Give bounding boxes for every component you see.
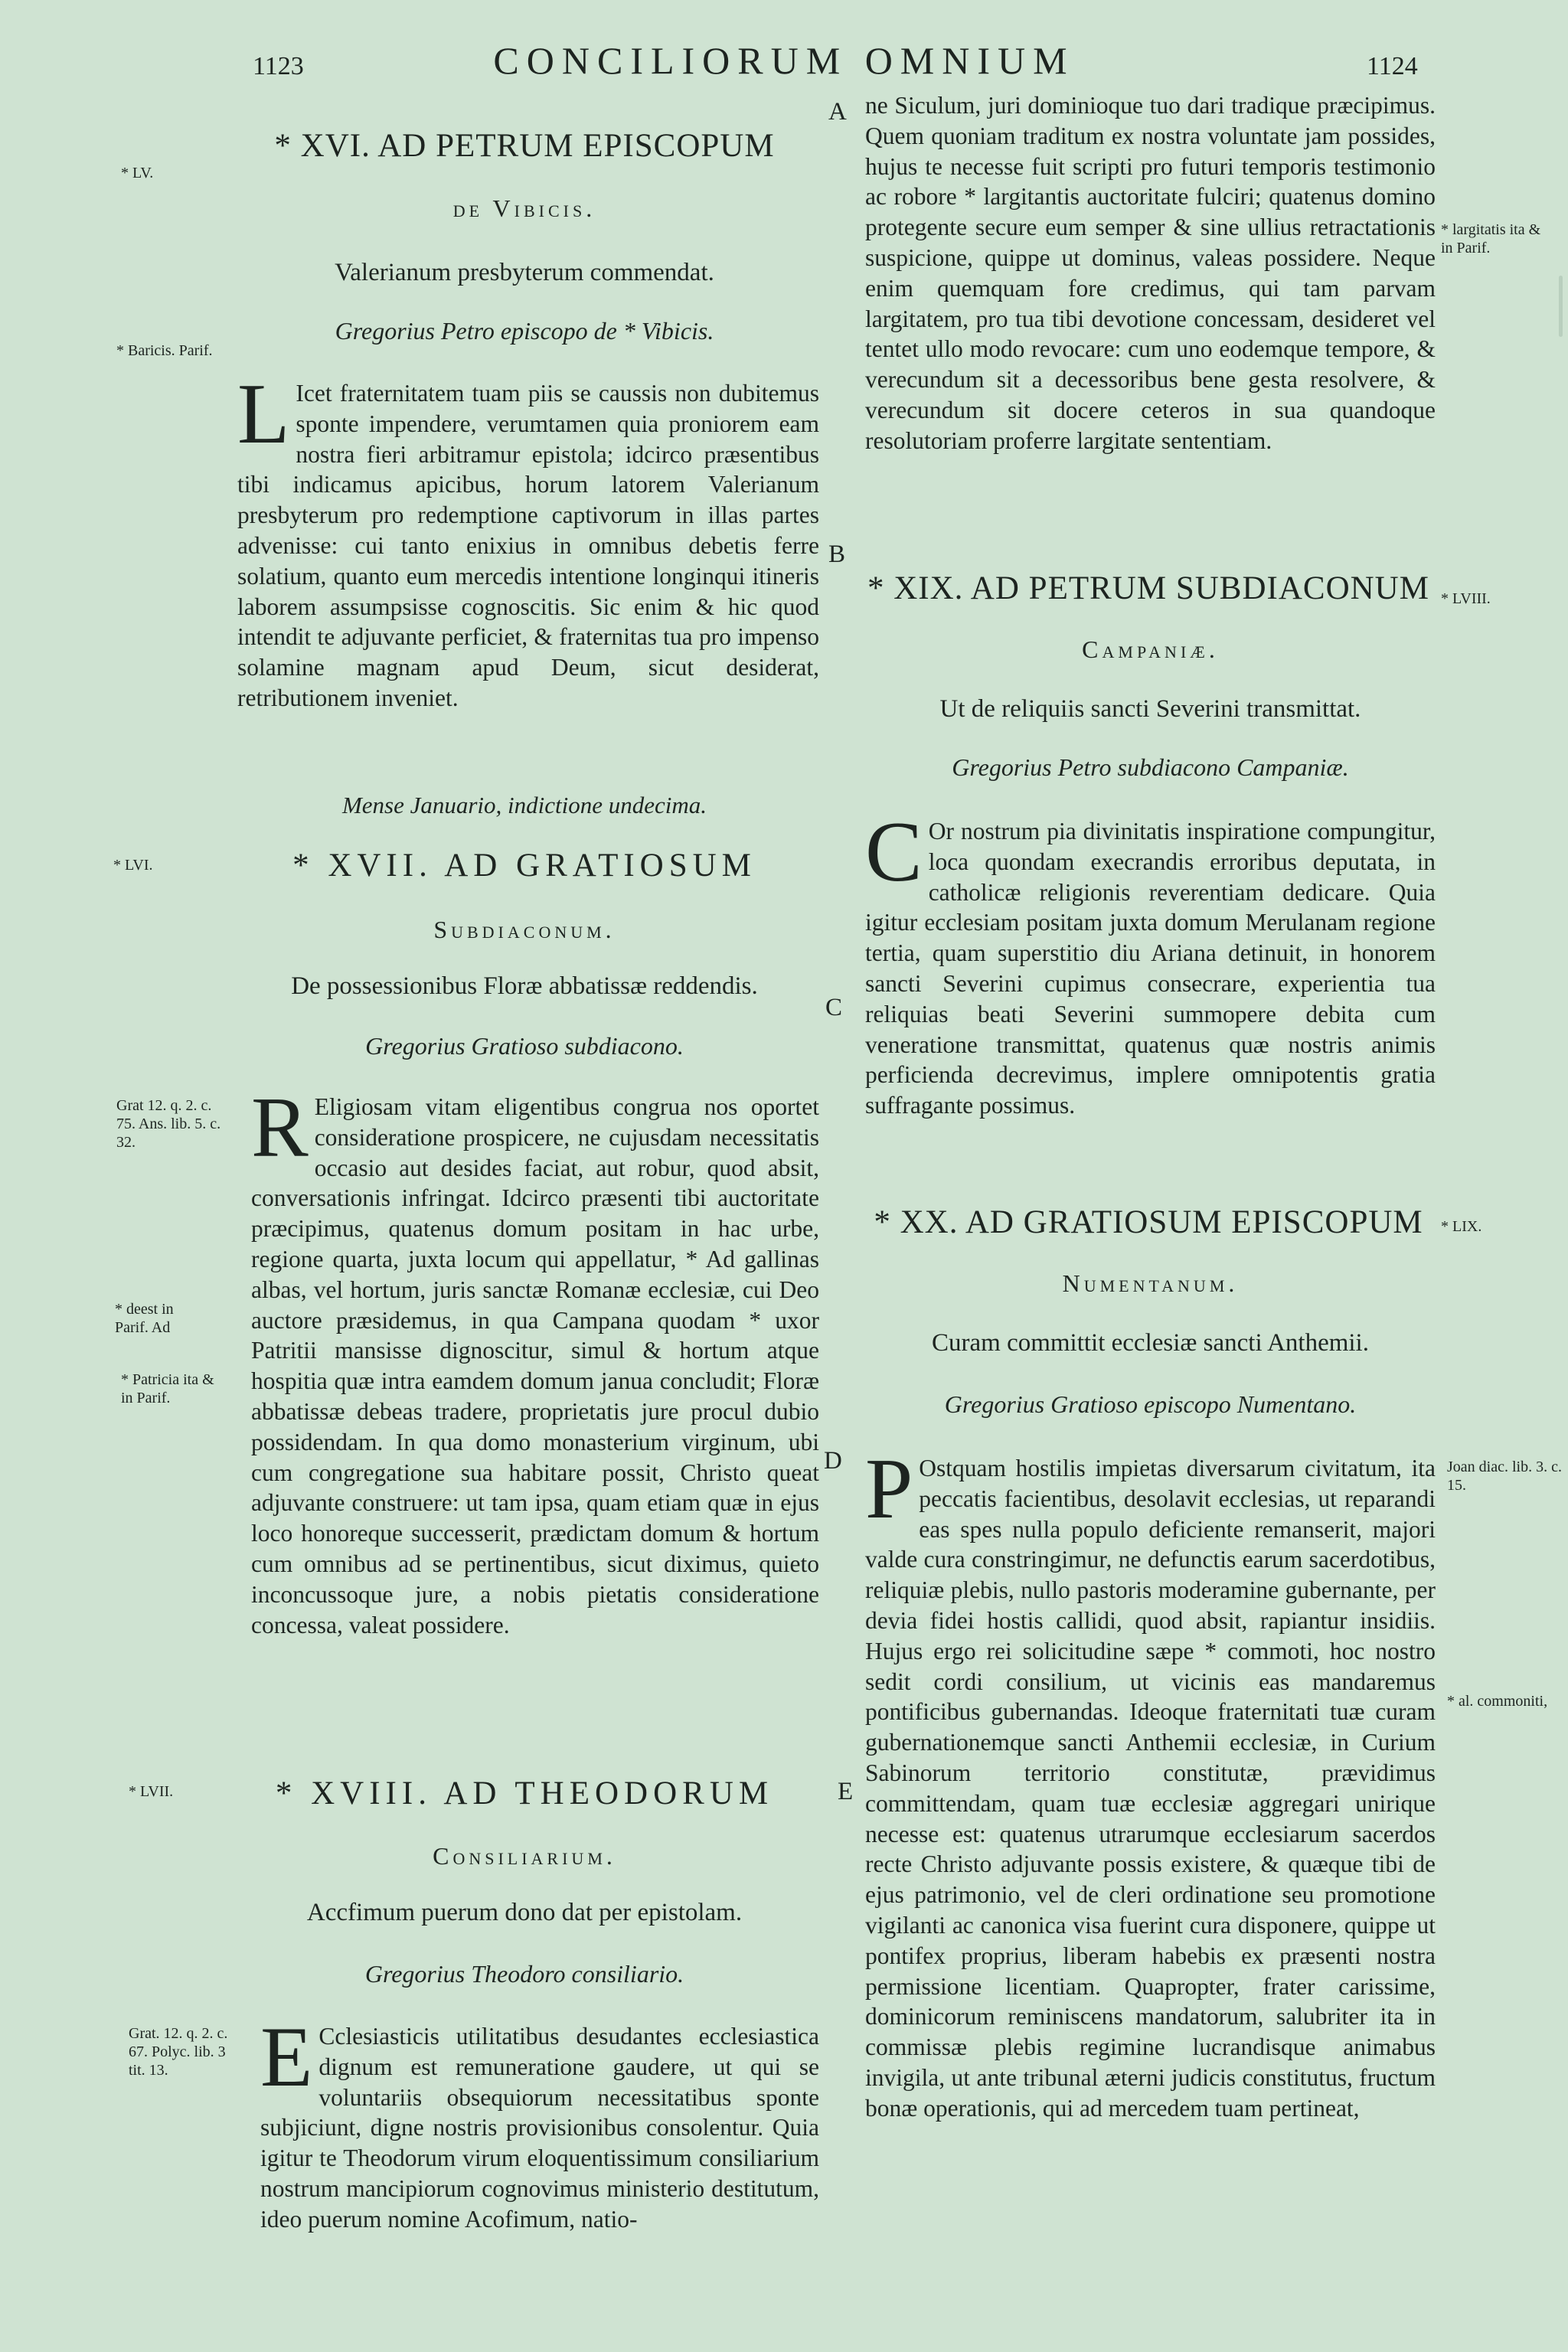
margin-note-lv: * LV.	[121, 165, 154, 181]
page-edge-mark	[1559, 276, 1563, 337]
margin-note-grat-1: Grat 12. q. 2. c. 75. Ans. lib. 5. c. 32.	[116, 1097, 221, 1151]
letter-19-title: * XIX. AD PETRUM SUBDIACONUM	[867, 570, 1429, 606]
letter-20-subtitle: Numentanum.	[1062, 1269, 1239, 1297]
letter-16-summary: Valerianum presbyterum commendat.	[335, 259, 714, 286]
letter-19-subtitle: Campaniæ.	[1082, 635, 1219, 663]
letter-18-summary: Accfimum puerum dono dat per epistolam.	[306, 1899, 743, 1926]
margin-note-baricis: * Baricis. Parif.	[116, 342, 213, 359]
letter-19-salutation: Gregorius Petro subdiacono Campaniæ.	[952, 753, 1349, 781]
margin-note-patricia: * Patricia ita & in Parif.	[121, 1371, 214, 1406]
drop-cap: L	[237, 367, 290, 462]
letter-20-body	[865, 1442, 1436, 2124]
letter-18-subtitle: Consiliarium.	[433, 1842, 616, 1870]
letter-17-text: Eligiosam vitam eligentibus congrua nos oportet consideratione prospicere, ne cujusdam necessitatis occasio aut desides faciat, aut robur, quod absit, conversationis infringat. Idcirco præsenti tibi auctoritate præcipimus, quatenus domum positam in hac urbe, regione quarta, juxta locum qui appellatur, * Ad gallinas albas, vel hortum, juris sanctæ Romanæ ecclesiæ, cui Deo auctore præsidemus, in qua Campana quodam * uxor Patritii mansisse dignoscitur, simul & hortum atque hospitia quæ intra eamdem domum janua concludit; Floræ abbatissæ debeas tradere, proprietatis jure procul dubio possidendam. In qua domo monasterium virginum, ubi cum congregatione sua habitare possit, Christo queat adjuvante construere: ut tam ipsa, quam etiam quæ in ejus loco honoreque successerit, prædictam domum & hortum cum omnibus ad se pertinentibus, sicut diximus, quieto inconcussoque jure, a nobis pietatis consideratione concessa, valeat possidere.	[251, 1093, 819, 1638]
letter-20-text: Ostquam hostilis impietas diversarum civitatum, ita peccatis facientibus, desolavit ecclesias, ut reparandi eas spes nulla populo deficiente remanserit, majori valde cura constringimur, ne defunctis earum sacerdotibus, reliquiæ plebis, nullo pastoris moderamine gubernante, per devia fidei hostis callidi, quod absit, rapiantur insidiis. Hujus ergo rei solicitudine sæpe * commoti, hoc nostro sedit cordi consilium, ut vicinis eas mandaremus pontificibus gubernandas. Ideoque fraternitati tuæ curam gubernationemque sancti Anthemii ecclesiæ, in Curium Sabinorum territorio constitutæ, prævidimus committendam, quam tuæ ecclesiæ aggregari unirique necesse est: quatenus utrarumque ecclesiarum sacerdos recte Christo adjuvante possis existere, & quæque tibi de ejus patrimonio, vel de cleri ordinatione seu promotione vigilanti ac canonica visa fuerint cura disponere, quippe ut pontifex proprius, liberam habebis ex præsenti nostra permissione licentiam. Quapropter, frater carissime, dominicorum reminiscens mandatorum, salubriter ita in commissæ plebis regimine lucrandisque animabus invigila, ut ante tribunal æterni judicis constitutus, fructum bonæ operationis, qui ad mercedem tuam pertineat,	[865, 1455, 1436, 2122]
letter-16-salutation: Gregorius Petro episcopo de * Vibicis.	[335, 317, 714, 345]
letter-17-title: * XVII. AD GRATIOSUM	[292, 848, 756, 884]
letter-20-salutation: Gregorius Gratioso episcopo Numentano.	[944, 1390, 1357, 1418]
letter-18-body	[260, 2010, 819, 2235]
page-number-left: 1123	[253, 52, 304, 80]
letter-18-title: * XVIII. AD THEODORUM	[275, 1775, 774, 1811]
letter-17-summary: De possessionibus Floræ abbatissæ reddendis.	[291, 972, 758, 1000]
page-number-right: 1124	[1367, 52, 1418, 80]
drop-cap: P	[865, 1442, 913, 1537]
letter-16-subtitle: de Vibicis.	[452, 194, 596, 222]
drop-cap: C	[865, 805, 923, 900]
drop-cap: R	[251, 1080, 309, 1175]
margin-note-lvi: * LVI.	[113, 857, 153, 874]
section-letter-a: A	[828, 98, 847, 126]
margin-note-largitatis: * largitatis ita & in Parif.	[1441, 221, 1541, 256]
letter-19-text: Or nostrum pia divinitatis inspiratione compungitur, loca quondam execrandis erroribus deputata, in catholicæ religionis reverentiam dedicare. Quia igitur ecclesiam positam juxta domum Merulanam regione tertia, quam superstitio diu Ariana detinuit, in honorem sancti Severini cupimus consecrare, experientia tua reliquias beati Severini summopere debita cum veneratione transmittat, quatenus quæ nostris animis perficienda decrevimus, implere omnipotentis gratia suffragante possimus.	[865, 818, 1436, 1119]
letter-17-subtitle: Subdiaconum.	[433, 916, 616, 943]
letter-17-salutation: Gregorius Gratioso subdiacono.	[365, 1032, 684, 1060]
margin-note-lix: * LIX.	[1441, 1218, 1482, 1235]
margin-note-lviii: * LVIII.	[1441, 590, 1491, 607]
margin-note-commoniti: * al. commoniti,	[1447, 1693, 1548, 1710]
section-letter-c: C	[825, 994, 843, 1021]
letter-20-title: * XX. AD GRATIOSUM EPISCOPUM	[874, 1204, 1423, 1240]
section-letter-e: E	[838, 1778, 854, 1805]
letter-16-body	[237, 367, 819, 714]
margin-note-deest: * deest in Parif. Ad	[115, 1301, 174, 1336]
letter-16-title: * XVI. AD PETRUM EPISCOPUM	[274, 128, 775, 164]
margin-note-joan-diac: Joan diac. lib. 3. c. 15.	[1447, 1459, 1562, 1494]
letter-17-body	[251, 1080, 819, 1640]
letter-19-summary: Ut de reliquiis sancti Severini transmittat.	[939, 695, 1361, 723]
drop-cap: E	[260, 2010, 313, 2105]
letter-16-date: Mense Januario, indictione undecima.	[341, 792, 707, 818]
section-letter-b: B	[828, 541, 846, 568]
continuation-text: ne Siculum, juri dominioque tuo dari tradique præcipimus. Quem quoniam traditum ex nostra voluntate jam possides, hujus te necesse fuit scripti pro futuri temporis testimonio ac robore * largitantis auctoritate fulciri; quatenus domino protegente secure eum semper & sine ullius retractationis suspicione, quippe ut dominus, valeas possidere. Neque enim quemquam fore credimus, qui tam parvam largitatem, pro tua tibi devotione concessam, desideret vel tentet ullo modo revocare: cum uno eodemque tempore, & verecundum sit a decessoribus bene gesta resolvere, & verecundum sit docere ceteros in sua quandoque resolutoriam proferre largitate sententiam.	[865, 92, 1436, 454]
letter-18-text: Cclesiasticis utilitatibus desudantes ecclesiastica dignum est remuneratione gaudere, ut qui se voluntariis obsequiorum necessitatibus sponte subjiciunt, digne nostris provisionibus consolentur. Quia igitur te Theodorum virum eloquentissimum consiliarium nostrum mancipiorum cognovimus ministerio destitutum, ideo puerum nomine Acofimum, natio-	[260, 2023, 819, 2233]
letter-19-body	[865, 805, 1436, 1121]
running-title: CONCILIORUM OMNIUM	[493, 39, 1075, 82]
margin-note-lvii: * LVII.	[129, 1783, 174, 1800]
letter-18-salutation: Gregorius Theodoro consiliario.	[364, 1960, 684, 1988]
letter-16-text: Icet fraternitatem tuam piis se caussis non dubitemus sponte impendere, verumtamen quia proniorem eam nostra fieri arbitramur epistola; idcirco præsentibus tibi indicamus apicibus, horum latorem Valerianum presbyterum pro redemptione captivorum in illas partes advenisse: cui tanto enixius in omnibus debetis ferre solatium, quanto eum mercedis intentione longinqui itineris laborem assumpsisse cognoscitis. Sic enim & hic quod intendit te adjuvante perficiet, & fraternitas tua pro impenso solamine magnam apud Deum, sicut desiderat, retributionem inveniet.	[237, 380, 819, 711]
section-letter-d: D	[824, 1447, 842, 1475]
margin-note-grat-2: Grat. 12. q. 2. c. 67. Polyc. lib. 3 tit. 13.	[129, 2025, 228, 2079]
letter-20-summary: Curam committit ecclesiæ sancti Anthemii.	[932, 1329, 1369, 1357]
